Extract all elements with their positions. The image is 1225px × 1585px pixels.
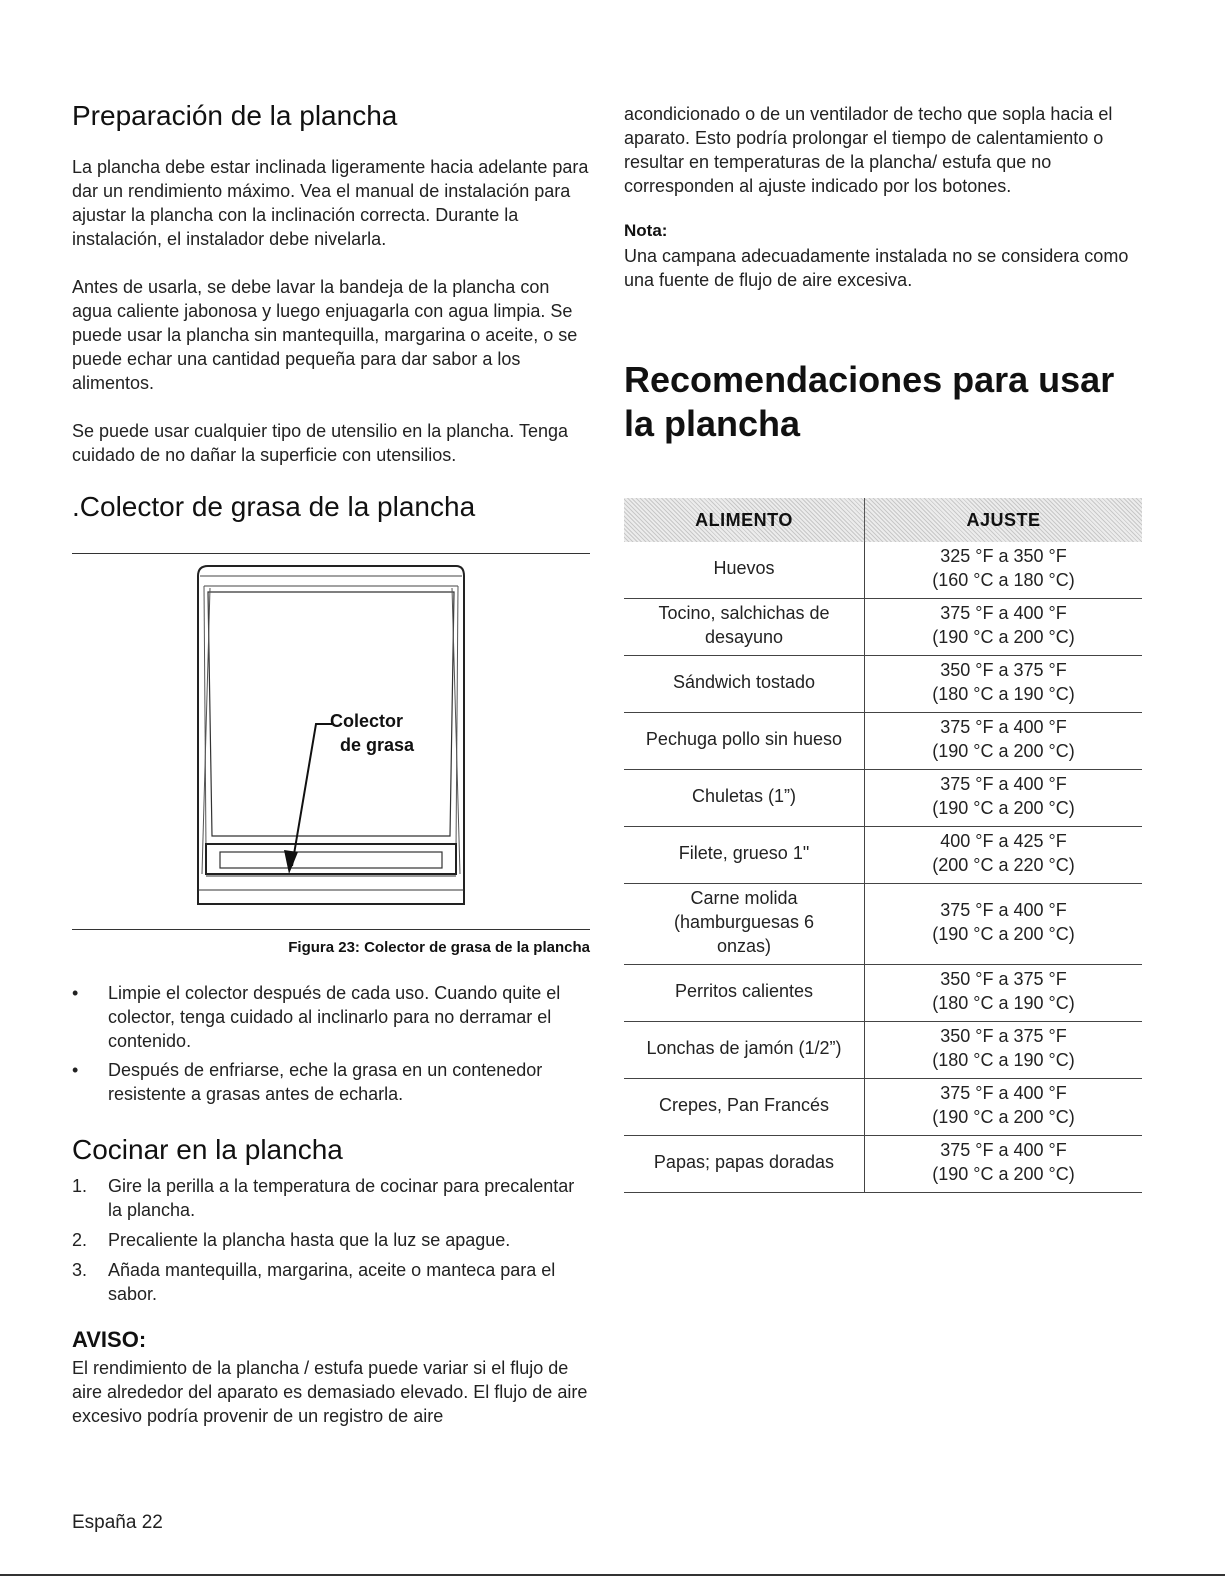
setting-line: (190 °C a 200 °C)	[932, 627, 1075, 647]
food-line: Carne molida	[690, 888, 798, 908]
setting-cell	[865, 965, 1143, 1022]
table-row	[624, 542, 1142, 599]
food-line: desayuno	[704, 627, 784, 647]
figure-label	[330, 709, 414, 757]
table-row	[624, 827, 1142, 884]
food-cell	[624, 1022, 865, 1079]
setting-line: 375 °F a 400 °F	[940, 603, 1067, 623]
food-line: Pechuga pollo sin hueso	[645, 729, 843, 749]
cooking-title: Cocinar en la plancha	[72, 1134, 343, 1165]
setting-line: (190 °C a 200 °C)	[932, 924, 1075, 944]
step-text: Precaliente la plancha hasta que la luz se apague.	[108, 1230, 511, 1250]
setting-cell	[865, 542, 1143, 599]
food-cell	[624, 1136, 865, 1193]
food-cell	[624, 884, 865, 965]
setting-line: 350 °F a 375 °F	[940, 660, 1067, 680]
setting-line: (200 °C a 220 °C)	[932, 855, 1075, 875]
prep-title: Preparación de la plancha	[72, 100, 398, 131]
setting-line: 375 °F a 400 °F	[940, 1083, 1067, 1103]
table-header-row	[624, 498, 1142, 542]
bullet-text: Después de enfriarse, eche la grasa en un contenedor resistente a grasas antes de echarla.	[108, 1060, 543, 1104]
aviso-continued-text: acondicionado o de un ventilador de techo que sopla hacia el aparato. Esto podría prolongar el tiempo de calentamiento o resultar en temperaturas de la plancha/ estufa que no corresponden al ajuste indicado por los botones.	[624, 104, 1113, 196]
figure-caption: Figura 23: Colector de grasa de la plancha	[288, 939, 590, 956]
food-line: onzas)	[716, 936, 772, 956]
step-number: 3.	[72, 1260, 88, 1280]
setting-line: (180 °C a 190 °C)	[932, 684, 1075, 704]
nota-text: Una campana adecuadamente instalada no se considera como una fuente de flujo de aire excesiva.	[624, 246, 1129, 290]
figure-label-line-2: de grasa	[340, 735, 415, 755]
left-column	[72, 98, 590, 1428]
setting-cell	[865, 713, 1143, 770]
setting-cell	[865, 1022, 1143, 1079]
figure-label-line-1: Colector	[330, 711, 404, 731]
setting-cell	[865, 827, 1143, 884]
cooking-steps	[72, 1174, 590, 1306]
aviso-title: AVISO:	[72, 1327, 147, 1352]
food-cell	[624, 770, 865, 827]
list-item	[72, 1258, 590, 1306]
table-row	[624, 599, 1142, 656]
page-bottom-rule	[0, 1574, 1225, 1576]
table-row	[624, 1022, 1142, 1079]
food-line: Perritos calientes	[674, 981, 814, 1001]
list-item	[72, 981, 590, 1053]
recommendations-table	[624, 498, 1142, 1193]
setting-line: (190 °C a 200 °C)	[932, 798, 1075, 818]
food-line: Chuletas (1”)	[691, 786, 797, 806]
table-row	[624, 1079, 1142, 1136]
list-item	[72, 1228, 590, 1252]
table-row	[624, 713, 1142, 770]
food-cell	[624, 542, 865, 599]
setting-line: 375 °F a 400 °F	[940, 1140, 1067, 1160]
recommendations-title-line-1: Recomendaciones para usar	[624, 359, 1115, 400]
table-row	[624, 884, 1142, 965]
food-cell	[624, 713, 865, 770]
food-line: Tocino, salchichas de	[658, 603, 830, 623]
setting-line: (190 °C a 200 °C)	[932, 1164, 1075, 1184]
table-row	[624, 656, 1142, 713]
prep-paragraph-1: La plancha debe estar inclinada ligeramente hacia adelante para dar un rendimiento máximo. Vea el manual de instalación para ajustar la plancha con la inclinación correcta. Durante la instalación, el instalador debe nivelarla.	[72, 157, 589, 249]
header-setting: AJUSTE	[865, 498, 1143, 542]
food-line: Huevos	[713, 558, 775, 578]
setting-line: 325 °F a 350 °F	[940, 546, 1067, 566]
food-line: Lonchas de jamón (1/2”)	[646, 1038, 842, 1058]
bullet-text: Limpie el colector después de cada uso. Cuando quite el colector, tenga cuidado al inclinarlo para no derramar el contenido.	[108, 983, 561, 1051]
bullet-marker: •	[72, 983, 79, 1003]
food-cell	[624, 599, 865, 656]
setting-cell	[865, 770, 1143, 827]
table-row	[624, 1136, 1142, 1193]
recommendations-title	[624, 358, 1144, 446]
setting-cell	[865, 599, 1143, 656]
table-row	[624, 770, 1142, 827]
food-line: Papas; papas doradas	[653, 1152, 835, 1172]
setting-line: 350 °F a 375 °F	[940, 969, 1067, 989]
food-cell	[624, 656, 865, 713]
page-footer: España 22	[72, 1512, 163, 1533]
food-cell	[624, 965, 865, 1022]
setting-line: (180 °C a 190 °C)	[932, 993, 1075, 1013]
food-line: Crepes, Pan Francés	[658, 1095, 830, 1115]
step-text: Gire la perilla a la temperatura de cocinar para precalentar la plancha.	[108, 1176, 575, 1220]
figure-bottom-rule	[72, 929, 590, 930]
setting-cell	[865, 656, 1143, 713]
step-number: 1.	[72, 1176, 88, 1196]
aviso-text: El rendimiento de la plancha / estufa puede variar si el flujo de aire alrededor del aparato es demasiado elevado. El flujo de aire excesivo podría provenir de un registro de aire	[72, 1358, 588, 1426]
setting-line: (190 °C a 200 °C)	[932, 741, 1075, 761]
setting-line: 375 °F a 400 °F	[940, 717, 1067, 737]
nota-title: Nota:	[624, 221, 668, 240]
prep-paragraph-2: Antes de usarla, se debe lavar la bandeja de la plancha con agua caliente jabonosa y luego enjuagarla con agua limpia. Se puede usar la plancha sin mantequilla, margarina o aceite, o se puede echar una cantidad pequeña para dar sabor a los alimentos.	[72, 277, 578, 393]
setting-cell	[865, 1136, 1143, 1193]
setting-cell	[865, 884, 1143, 965]
food-cell	[624, 827, 865, 884]
grease-collector-figure	[72, 554, 590, 929]
list-item	[72, 1058, 590, 1106]
food-line: Filete, grueso 1"	[678, 843, 810, 863]
setting-line: (180 °C a 190 °C)	[932, 1050, 1075, 1070]
table-body	[624, 542, 1142, 1193]
recommendations-title-line-2: la plancha	[624, 403, 801, 444]
table-row	[624, 965, 1142, 1022]
right-column	[624, 102, 1144, 1193]
setting-line: (190 °C a 200 °C)	[932, 1107, 1075, 1127]
prep-paragraph-3: Se puede usar cualquier tipo de utensilio en la plancha. Tenga cuidado de no dañar la superficie con utensilios.	[72, 421, 569, 465]
grease-bullet-list	[72, 981, 590, 1106]
bullet-marker: •	[72, 1060, 79, 1080]
setting-cell	[865, 1079, 1143, 1136]
food-line: (hamburguesas 6	[673, 912, 815, 932]
setting-line: (160 °C a 180 °C)	[932, 570, 1075, 590]
food-line: Sándwich tostado	[672, 672, 816, 692]
step-text: Añada mantequilla, margarina, aceite o manteca para el sabor.	[108, 1260, 556, 1304]
setting-line: 350 °F a 375 °F	[940, 1026, 1067, 1046]
setting-line: 375 °F a 400 °F	[940, 900, 1067, 920]
grease-title: .Colector de grasa de la plancha	[72, 491, 476, 522]
setting-line: 375 °F a 400 °F	[940, 774, 1067, 794]
food-cell	[624, 1079, 865, 1136]
list-item	[72, 1174, 590, 1222]
header-food: ALIMENTO	[624, 498, 865, 542]
step-number: 2.	[72, 1230, 88, 1250]
setting-line: 400 °F a 425 °F	[940, 831, 1067, 851]
